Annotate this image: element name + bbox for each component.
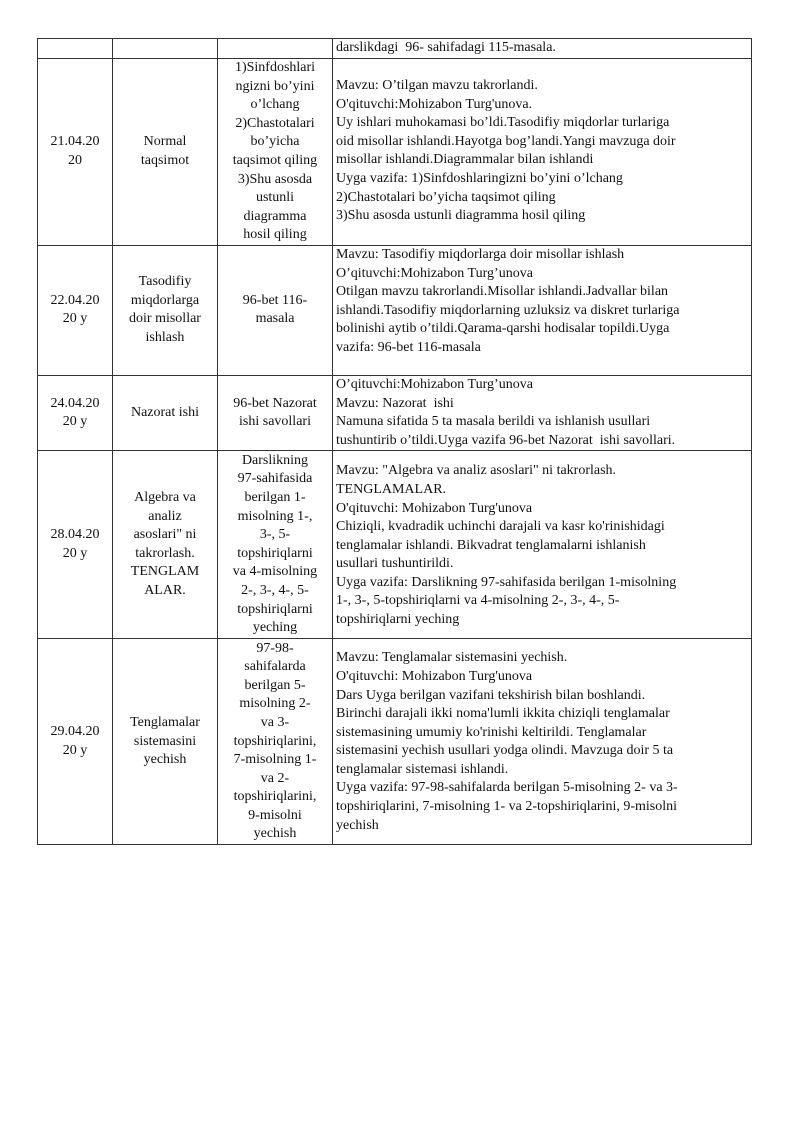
homework-line: 97-sahifasida xyxy=(237,471,313,487)
topic-line: ALAR. xyxy=(144,583,186,598)
homework-line: ustunli xyxy=(255,190,295,206)
topic-line: Tenglamalar xyxy=(130,714,200,730)
homework-line: taqsimot qiling xyxy=(232,152,318,168)
topic-line: sistemasini xyxy=(133,733,197,749)
content-line: Mavzu: Tenglamalar sistemasini yechish. xyxy=(336,650,568,666)
table-row xyxy=(38,59,752,246)
date-cell xyxy=(38,639,113,845)
date-cell xyxy=(38,375,113,450)
homework-line: va 2- xyxy=(260,770,290,786)
homework-line: sahifalarda xyxy=(244,659,306,675)
homework-line: 1)Sinfdoshlari xyxy=(234,60,316,75)
content-line: O'qituvchi:Mohizabon Turg'unova. xyxy=(336,96,533,112)
content-line: Mavzu: Tasodifiy miqdorlarga doir misollar ishlash xyxy=(336,246,625,262)
lesson-content-cell xyxy=(333,39,752,59)
lesson-content-cell xyxy=(333,451,752,639)
content-line: Dars Uyga berilgan vazifani tekshirish bilan boshlandi. xyxy=(336,687,646,703)
homework-line: 2-, 3-, 4-, 5- xyxy=(241,583,309,598)
homework-line: bo’yicha xyxy=(250,134,300,150)
lesson-journal-table xyxy=(37,38,752,845)
lesson-content-cell xyxy=(333,59,752,246)
topic-cell xyxy=(113,39,218,59)
content-line: Mavzu: O’tilgan mavzu takrorlandi. xyxy=(336,78,538,93)
date-cell xyxy=(38,39,113,59)
homework-line: Darslikning xyxy=(241,452,309,468)
homework-line: hosil qiling xyxy=(243,227,307,243)
topic-cell xyxy=(113,639,218,845)
content-line: Chiziqli, kvadradik uchinchi darajali va kasr ko'rinishidagi xyxy=(336,519,665,535)
content-line: ishlandi.Tasodifiy miqdorlarning uzluksiz va diskret turlariga xyxy=(336,302,680,318)
homework-line: misolning 2- xyxy=(239,696,311,712)
homework-line: berilgan 5- xyxy=(244,677,306,693)
topic-line: ishlash xyxy=(145,330,185,346)
content-line: Uy ishlari muhokamasi bo’ldi.Tasodifiy miqdorlar turlariga xyxy=(336,115,670,131)
content-line: usullari tushuntirildi. xyxy=(336,556,454,572)
homework-line: topshiriqlarni xyxy=(237,545,313,561)
topic-line: taqsimot xyxy=(140,152,190,168)
date-line: 24.04.20 xyxy=(50,395,100,411)
content-line: 2)Chastotalari bo’yicha taqsimot qiling xyxy=(336,189,556,205)
homework-cell xyxy=(218,375,333,450)
content-line: Mavzu: "Algebra va analiz asoslari" ni takrorlash. xyxy=(336,463,617,479)
content-line: Mavzu: Nazorat ishi xyxy=(336,395,454,411)
date-line: 29.04.20 xyxy=(50,724,100,740)
content-line: topshiriqlarni yeching xyxy=(336,612,460,628)
topic-line: TENGLAM xyxy=(130,564,200,580)
content-line: tenglamalar sistemasi ishlandi. xyxy=(336,761,509,777)
homework-line: 7-misolning 1- xyxy=(233,752,317,768)
topic-cell xyxy=(113,451,218,639)
topic-line: yechish xyxy=(143,752,187,768)
homework-line: va 3- xyxy=(260,714,290,730)
homework-line: diagramma xyxy=(243,208,307,224)
topic-line: asoslari" ni xyxy=(133,527,197,543)
content-line: 3)Shu asosda ustunli diagramma hosil qiling xyxy=(336,208,586,224)
topic-line: Algebra va xyxy=(134,490,196,506)
homework-cell xyxy=(218,451,333,639)
table-row xyxy=(38,451,752,639)
homework-line: masala xyxy=(255,311,295,327)
date-line: 20 y xyxy=(62,311,88,327)
homework-cell xyxy=(218,245,333,375)
date-line: 20 y xyxy=(62,742,88,758)
content-line: tenglamalar ishlandi. Bikvadrat tenglamalarni ishlanish xyxy=(336,537,646,553)
content-line: O’qituvchi:Mohizabon Turg’unova xyxy=(336,376,533,392)
topic-line: takrorlash. xyxy=(135,545,195,561)
content-line: topshiriqlarini, 7-misolning 1- va 2-topshiriqlarini, 9-misolni xyxy=(336,799,678,815)
homework-line: yeching xyxy=(252,620,298,636)
date-line: 20 y xyxy=(62,414,88,430)
homework-line: 97-98- xyxy=(256,640,294,656)
topic-line: miqdorlarga xyxy=(130,292,200,308)
table-row xyxy=(38,245,752,375)
date-cell xyxy=(38,59,113,246)
content-line: oid misollar ishlandi.Hayotga bog’landi.Yangi mavzuga doir xyxy=(336,133,676,149)
content-line: sistemasini yechish usullari yodga olindi. Mavzuga doir 5 ta xyxy=(336,743,674,759)
content-line: O’qituvchi:Mohizabon Turg’unova xyxy=(336,265,533,281)
date-line: 20 y xyxy=(62,545,88,561)
content-line: tushuntirib o’tildi.Uyga vazifa 96-bet Nazorat ishi savollari. xyxy=(336,432,676,448)
homework-line: 96-bet Nazorat xyxy=(233,395,317,411)
homework-line: 3)Shu asosda xyxy=(237,171,313,187)
topic-cell xyxy=(113,59,218,246)
homework-line: 9-misolni xyxy=(248,807,302,823)
homework-line: yechish xyxy=(253,826,297,842)
content-line: Uyga vazifa: Darslikning 97-sahifasida berilgan 1-misolning xyxy=(336,574,677,590)
content-line: O'qituvchi: Mohizabon Turg'unova xyxy=(336,668,533,684)
homework-line: berilgan 1- xyxy=(244,490,306,506)
topic-line: doir misollar xyxy=(129,311,201,327)
table-row xyxy=(38,375,752,450)
content-line: vazifa: 96-bet 116-masala xyxy=(336,339,481,355)
content-line: bolinishi aytib o’tildi.Qarama-qarshi hodisalar topildi.Uyga xyxy=(336,321,670,337)
content-line: Otilgan mavzu takrorlandi.Misollar ishlandi.Jadvallar bilan xyxy=(336,284,669,300)
homework-line: o’lchang xyxy=(250,97,300,113)
date-line: 21.04.20 xyxy=(50,134,100,150)
content-line: sistemasining umumiy ko'rinishi keltirildi. Tenglamalar xyxy=(336,724,647,740)
homework-line: topshiriqlarni xyxy=(237,601,313,617)
homework-line: 3-, 5- xyxy=(259,527,291,543)
topic-cell xyxy=(113,245,218,375)
homework-line: topshiriqlarini, xyxy=(233,789,317,805)
date-line: 20 xyxy=(68,152,82,168)
homework-line: misolning 1-, xyxy=(237,508,313,524)
date-line: 22.04.20 xyxy=(50,292,100,308)
topic-line: Normal xyxy=(143,134,187,150)
content-line: TENGLAMALAR. xyxy=(336,481,447,497)
homework-line: 96-bet 116- xyxy=(242,292,308,308)
date-cell xyxy=(38,245,113,375)
homework-cell xyxy=(218,639,333,845)
topic-line: Tasodifiy xyxy=(138,274,192,290)
content-line: Uyga vazifa: 1)Sinfdoshlaringizni bo’yini o’lchang xyxy=(336,170,623,186)
content-line: misollar ishlandi.Diagrammalar bilan ishlandi xyxy=(336,152,594,168)
lesson-content-cell xyxy=(333,245,752,375)
homework-line: ngizni bo’yini xyxy=(235,78,315,94)
content-line: Birinchi darajali ikki noma'lumli ikkita chiziqli tenglamalar xyxy=(336,706,670,722)
homework-line: va 4-misolning xyxy=(232,564,318,580)
content-line: Namuna sifatida 5 ta masala berildi va ishlanish usullari xyxy=(336,414,651,430)
homework-cell xyxy=(218,59,333,246)
content-line: O'qituvchi: Mohizabon Turg'unova xyxy=(336,500,533,516)
date-line: 28.04.20 xyxy=(50,527,100,543)
table-row xyxy=(38,639,752,845)
topic-line: Nazorat ishi xyxy=(130,404,200,420)
lesson-content-cell xyxy=(333,375,752,450)
homework-line: topshiriqlarini, xyxy=(233,733,317,749)
homework-cell xyxy=(218,39,333,59)
homework-line: ishi savollari xyxy=(239,414,311,430)
topic-line: analiz xyxy=(148,508,182,524)
content-line: Uyga vazifa: 97-98-sahifalarda berilgan 5-misolning 2- va 3- xyxy=(336,780,678,796)
homework-line: 2)Chastotalari xyxy=(235,115,315,131)
table-row xyxy=(38,39,752,59)
content-line: darslikdagi 96- sahifadagi 115-masala. xyxy=(336,40,556,55)
lesson-content-cell xyxy=(333,639,752,845)
topic-cell xyxy=(113,375,218,450)
date-cell xyxy=(38,451,113,639)
content-line: 1-, 3-, 5-topshiriqlarni va 4-misolning 2-, 3-, 4-, 5- xyxy=(336,593,620,609)
content-line: yechish xyxy=(336,817,379,833)
